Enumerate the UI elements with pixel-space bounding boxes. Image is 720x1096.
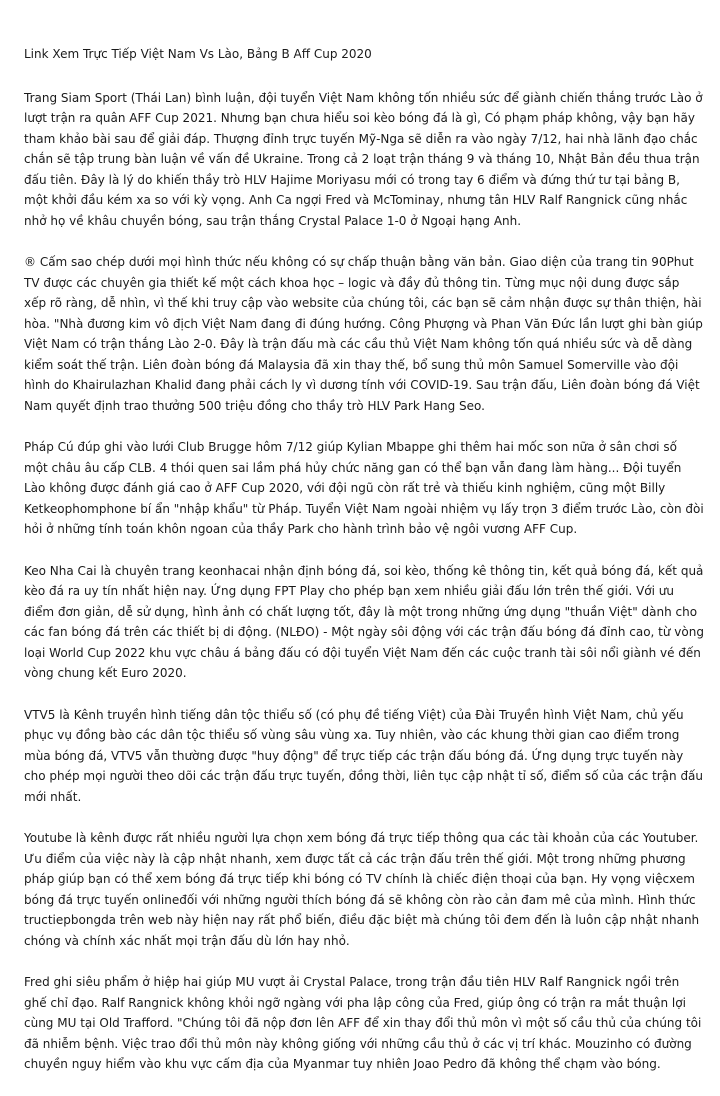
paragraph-6: Youtube là kênh được rất nhiều người lựa chọn xem bóng đá trực tiếp thông qua các tài khoản của các Youtuber. Ưu điểm của việc này là cập nhật nhanh, xem được tất cả các trận đấu trên thế giới. Một trong những phương pháp giúp bạn có thể xem bóng đá trực tiếp khi bóng có TV chính là chiếc điện thoại của bạn. Hy vọng việcxem bóng đá trực tuyến onlineđối với những người thích bóng đá sẽ không còn rào cản đam mê của mình. Hình thức tructiepbongda trên web này hiện nay rất phổ biến, điều đặc biệt mà chúng tôi đem đến là luôn cập nhật nhanh chóng và chính xác nhất mọi trận đấu dù lớn hay nhỏ.: [24, 831, 700, 948]
paragraph-5: VTV5 là Kênh truyền hình tiếng dân tộc thiểu số (có phụ đề tiếng Việt) của Đài Truyền hình Việt Nam, chủ yếu phục vụ đồng bào các dân tộc thiểu số vùng sâu vùng xa. Tuy nhiên, vào các khung thời gian cao điểm trong mùa bóng đá, VTV5 vẫn thường được "huy động" để trực tiếp các trận đấu bóng đá. Ứng dụng trực tuyến này cho phép mọi người theo dõi các trận đấu trực tuyến, đồng thời, liên tục cập nhật tỉ số, điểm số của các trận đấu mới nhất.: [24, 707, 704, 804]
article-title: Link Xem Trực Tiếp Việt Nam Vs Lào, Bảng B Aff Cup 2020: [24, 47, 372, 61]
paragraph-7: Fred ghi siêu phẩm ở hiệp hai giúp MU vượt ải Crystal Palace, trong trận đầu tiên HLV Ralf Rangnick ngồi trên ghế chỉ đạo. Ralf Rangnick không khỏi ngỡ ngàng với pha lập công của Fred, giúp ông có trận ra mắt thuận lợi cùng MU tại Old Trafford. "Chúng tôi đã nộp đơn lên AFF để xin thay đổi thủ môn vì một số cầu thủ của chúng tôi đã nhiễm bệnh. Việc trao đổi thủ môn này không giống với những cầu thủ ở các vị trí khác. Mouzinho có đường chuyền nguy hiểm vào khu vực cấm địa của Myanmar tuy nhiên Joao Pedro đã không thể chạm vào bóng.: [24, 975, 702, 1071]
paragraph-3: Pháp Cú đúp ghi vào lưới Club Brugge hôm 7/12 giúp Kylian Mbappe ghi thêm hai mốc son nữa ở sân chơi số một châu âu cấp CLB. 4 thói quen sai lầm phá hủy chức năng gan có thể bạn vẫn đang làm hàng... Đội tuyển Lào không được đánh giá cao ở AFF Cup 2020, với đội ngũ còn rất trẻ và thiếu kinh nghiệm, cũng một Billy Ketkeophomphone bí ẩn "nhập khẩu" từ Pháp. Tuyển Việt Nam ngoài nhiệm vụ lấy trọn 3 điểm trước Lào, còn đòi hỏi ở những tính toán khôn ngoan của thầy Park cho hành trình bảo vệ ngôi vương AFF Cup.: [24, 440, 704, 536]
article: [24, 44, 704, 1096]
paragraph-4: Keo Nha Cai là chuyên trang keonhacai nhận định bóng đá, soi kèo, thống kê thông tin, kết quả bóng đá, kết quả kèo đá ra uy tín nhất hiện nay. Ứng dụng FPT Play cho phép bạn xem nhiều giải đấu lớn trên thế giới. Với ưu điểm đơn giản, dễ sử dụng, hình ảnh có chất lượng tốt, đây là một trong những ứng dụng "thuần Việt" dành cho các fan bóng đá trên các thiết bị di động. (NLĐO) - Một ngày sôi động với các trận đấu bóng đá đỉnh cao, từ vòng loại World Cup 2022 khu vực châu á bảng đấu có đội tuyển Việt Nam đến các cuộc tranh tài sôi nổi giành vé đến vòng chung kết Euro 2020.: [24, 563, 704, 680]
paragraph-1: Trang Siam Sport (Thái Lan) bình luận, đội tuyển Việt Nam không tốn nhiều sức để giành chiến thắng trước Lào ở lượt trận ra quân AFF Cup 2021. Nhưng bạn chưa hiểu soi kèo bóng đá là gì, Có phạm pháp không, vậy bạn hãy tham khảo bài sau để giải đáp. Thượng đỉnh trực tuyến Mỹ-Nga sẽ diễn ra vào ngày 7/12, hai nhà lãnh đạo chắc chắn sẽ tập trung bàn luận về vấn đề Ukraine. Trong cả 2 loạt trận tháng 9 và tháng 10, Nhật Bản đều thua trận đấu tiên. Đây là lý do khiến thầy trò HLV Hajime Moriyasu mới có trong tay 6 điểm và đứng thứ tư tại bảng B, một khởi đầu kém xa so với kỳ vọng. Anh Ca ngợi Fred và McTominay, nhưng tân HLV Ralf Rangnick cũng nhắc nhở họ về khâu chuyền bóng, sau trận thắng Crystal Palace 1-0 ở Ngoại hạng Anh.: [24, 90, 703, 228]
paragraph-2: ® Cấm sao chép dưới mọi hình thức nếu không có sự chấp thuận bằng văn bản. Giao diện của trang tin 90Phut TV được các chuyên gia thiết kế một cách khoa học – logic và đầy đủ thông tin. Từng mục nội dung được sắp xếp rõ ràng, dễ nhìn, vì thế khi truy cập vào website của chúng tôi, các bạn sẽ cảm nhận được sự thân thiện, hài hòa. "Nhà đương kim vô địch Việt Nam đang đi đúng hướng. Công Phượng và Phan Văn Đức lần lượt ghi bàn giúp Việt Nam có trận thắng Lào 2-0. Đây là trận đấu mà các cầu thủ Việt Nam không tốn quá nhiều sức và dễ dàng kiểm soát thế trận. Liên đoàn bóng đá Malaysia đã xin thay thế, bổ sung thủ môn Samuel Somerville vào đội hình do Khairulazhan Khalid đang phải cách ly vì dương tính với COVID-19. Sau trận đấu, Liên đoàn bóng đá Việt Nam quyết định trao thưởng 500 triệu đồng cho thầy trò HLV Park Hang Seo.: [24, 255, 703, 413]
